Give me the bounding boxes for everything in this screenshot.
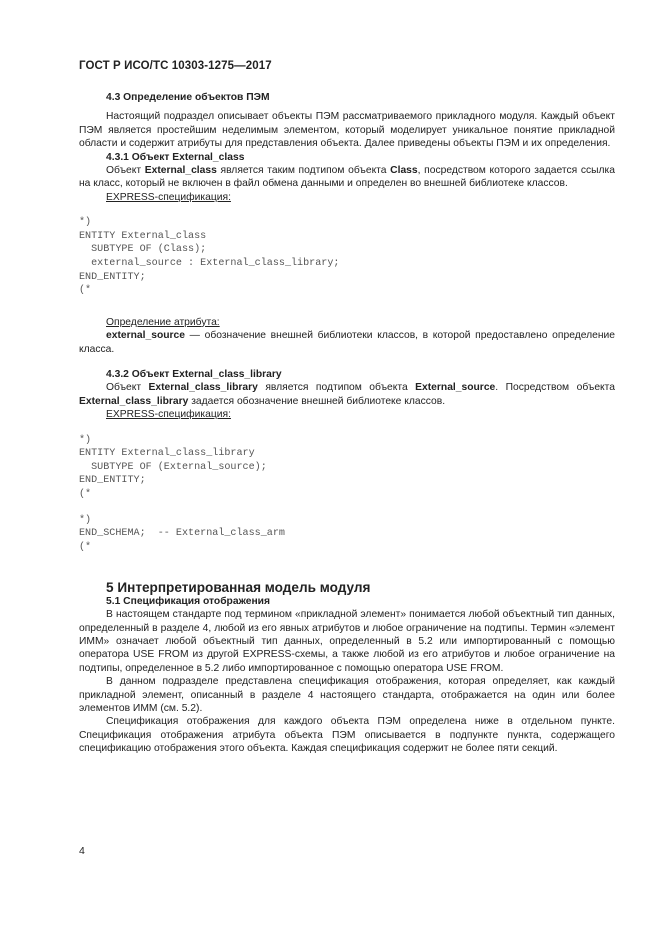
express-label-text: EXPRESS-спецификация: [106,191,231,203]
text-fragment: Объект [106,382,149,394]
section-5-1-heading: 5.1 Спецификация отображения [106,595,271,607]
standard-header: ГОСТ Р ИСО/ТС 10303-1275—2017 [79,60,272,72]
entity-name: Class [390,165,418,177]
section-4-3-1-paragraph [79,164,615,191]
section-4-3-1-heading: 4.3.1 Объект External_class [106,151,245,163]
section-5-1-paragraph: В настоящем стандарте под термином «прикладной элемент» понимается любой объектный тип данных, определенный в разделе 4, любой из его явных атрибутов и любое ограничение на подтипы. Термин «элемент ИММ» означает любой объектный тип данных, определенный в 5.2 или импортированный с помощью оператора USE FROM из другой EXPRESS-схемы, а также любой из его атрибутов и любое ограничение на подтипы, определенное в 5.2 либо импортированное с помощью оператора USE FROM. [79,609,615,674]
section-4-3-2-heading: 4.3.2 Объект External_class_library [106,369,282,381]
express-label [79,191,615,204]
attribute-name: external_source [106,330,185,342]
text-fragment: Объект [106,165,145,177]
section-4-3-paragraph: Настоящий подраздел описывает объекты ПЭМ рассматриваемого прикладного модуля. Каждый объект ПЭМ является простейшим неделимым элементом, который моделирует уникальное понятие прикладной области и содержит атрибуты для представления объекта. Далее приведены объекты ПЭМ и их определения. [79,111,615,150]
attribute-label-text: Определение атрибута: [106,316,220,328]
page-number: 4 [79,845,85,857]
attribute-description: — обозначение внешней библиотеки классов, в которой предоставлено определение класса. [79,330,615,355]
attribute-definition [79,329,615,356]
express-label-text: EXPRESS-спецификация: [106,409,231,421]
entity-name: External_class_library [79,395,189,407]
express-code-block: *) END_SCHEMA; -- External_class_arm (* [79,514,285,553]
section-5-heading: 5 Интерпретированная модель модуля [106,580,371,596]
section-5-1-paragraph: Спецификация отображения для каждого объекта ПЭМ определена ниже в отдельном пункте. Спецификация отображения атрибута объекта ПЭМ описывается в подпункте пункта, содержащего спецификацию отображения этого объекта. Каждая спецификация содержит не более пяти секций. [79,716,615,755]
text-fragment: задается обозначение внешней библиотеке классов. [188,395,446,407]
text-fragment: . Посредством объекта [495,382,615,394]
section-4-3-2-paragraph [79,381,615,408]
express-code-block: *) ENTITY External_class_library SUBTYPE OF (External_source); END_ENTITY; (* [79,434,267,501]
page-body [79,91,615,756]
section-5-1-paragraph: В данном подразделе представлена спецификация отображения, которая определяет, как каждый прикладной элемент, описанный в разделе 4 настоящего стандарта, отображается на один или более элементов ИММ (см. 5.2). [79,676,615,715]
attribute-definition-label [79,316,615,329]
text-fragment: является таким подтипом объекта [216,165,391,177]
express-label [79,408,615,421]
express-code-block: *) ENTITY External_class SUBTYPE OF (Class); external_source : External_class_library; END_ENTITY; (* [79,217,340,297]
text-fragment: , посредством которого задается ссылка на класс, который не включен в файл обмена данными и определен во внешней библиотеке классов. [79,165,615,190]
entity-name: External_source [415,382,496,394]
text-fragment: является подтипом объекта [257,382,416,394]
entity-name: External_class_library [148,382,258,394]
section-4-3-heading: 4.3 Определение объектов ПЭМ [106,92,270,103]
entity-name: External_class [144,165,217,177]
